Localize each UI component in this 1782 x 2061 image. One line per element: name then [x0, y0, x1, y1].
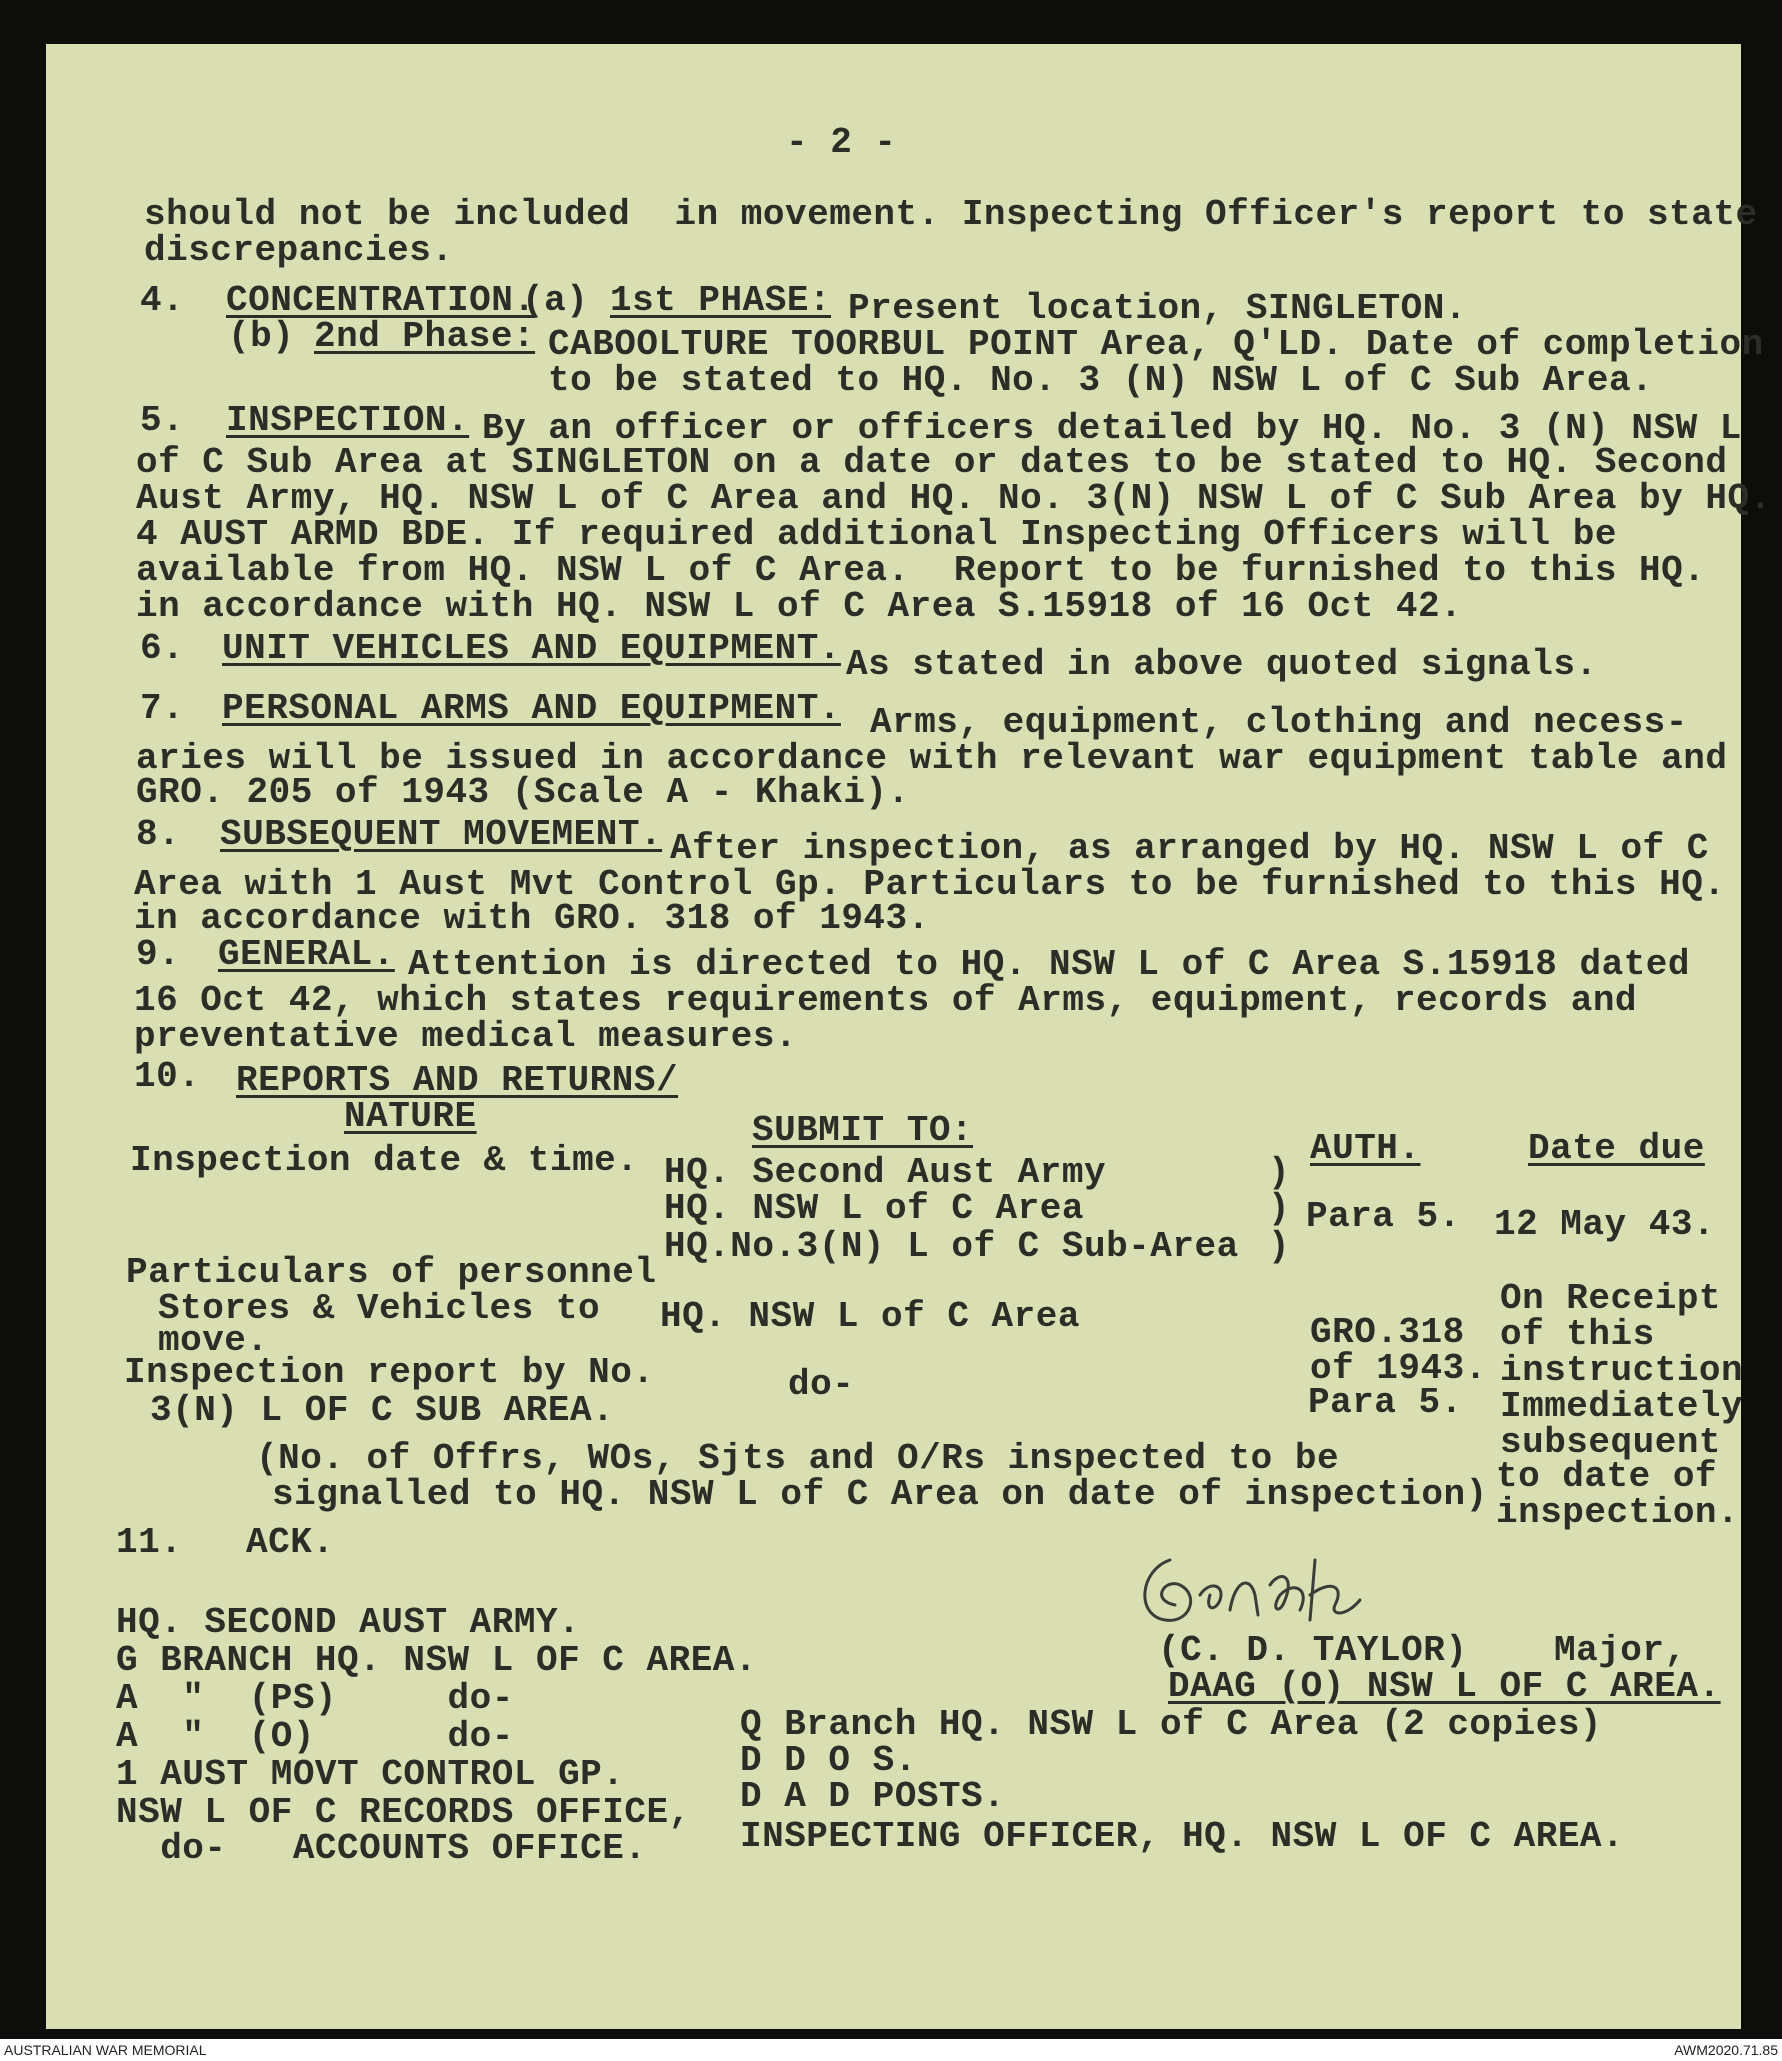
row1-submit: HQ. NSW L of C Area [664, 1188, 1084, 1229]
para-text-line: By an officer or officers detailed by HQ. No. 3 (N) NSW L [482, 408, 1742, 449]
para-number: 9. [136, 934, 181, 975]
para-number: 7. [140, 688, 185, 729]
para-text-line: Aust Army, HQ. NSW L of C Area and HQ. No. 3(N) NSW L of C Sub Area by HQ. [136, 478, 1772, 519]
para-heading: CONCENTRATION. [226, 280, 536, 321]
distribution-item: D D O S. [740, 1740, 917, 1781]
para-number: 4. [140, 280, 185, 321]
row2-date: On Receipt [1500, 1278, 1722, 1319]
col-header-nature: NATURE [344, 1096, 477, 1137]
para-heading: PERSONAL ARMS AND EQUIPMENT. [222, 688, 841, 729]
para-heading: INSPECTION. [226, 400, 470, 441]
row1-auth: Para 5. [1306, 1196, 1461, 1237]
para-heading: REPORTS AND RETURNS/ [236, 1060, 679, 1101]
para-heading: SUBSEQUENT MOVEMENT. [220, 814, 663, 855]
para-text-line: As stated in above quoted signals. [846, 644, 1598, 685]
row1-bracket: ) [1268, 1152, 1291, 1193]
col-header-date: Date due [1528, 1128, 1705, 1169]
row1-nature: Inspection date & time. [130, 1140, 639, 1181]
distribution-item: INSPECTING OFFICER, HQ. NSW L OF C AREA. [740, 1816, 1625, 1857]
phase1-heading: 1st PHASE: [610, 280, 832, 321]
footer-left: AUSTRALIAN WAR MEMORIAL [4, 2042, 207, 2058]
row1-bracket: ) [1268, 1226, 1291, 1267]
para-number: 11. [116, 1522, 183, 1563]
para-text-line: of C Sub Area at SINGLETON on a date or dates to be stated to HQ. Second [136, 442, 1728, 483]
distribution-item: G BRANCH HQ. NSW L OF C AREA. [116, 1640, 758, 1681]
distribution-item: Q Branch HQ. NSW L of C Area (2 copies) [740, 1704, 1603, 1745]
para-text-line: available from HQ. NSW L of C Area. Report to be furnished to this HQ. [136, 550, 1706, 591]
para4-a-label: (a) [522, 280, 589, 321]
row2-auth: of 1943. [1310, 1348, 1487, 1389]
row2-nature: Particulars of personnel [126, 1252, 657, 1293]
signatory-rank: Major, [1554, 1630, 1687, 1671]
phase2-heading: 2nd Phase: [314, 316, 536, 357]
para-text-line: ACK. [246, 1522, 335, 1563]
para-number: 6. [140, 628, 185, 669]
row3-date: Immediately [1500, 1386, 1744, 1427]
intro-line: discrepancies. [144, 230, 454, 271]
distribution-item: A " (O) do- [116, 1716, 514, 1757]
para-text-line: aries will be issued in accordance with relevant war equipment table and [136, 738, 1728, 779]
para-text-line: preventative medical measures. [134, 1016, 798, 1057]
row1-submit: HQ. Second Aust Army [664, 1152, 1107, 1193]
para-text-line: 4 AUST ARMD BDE. If required additional Inspecting Officers will be [136, 514, 1617, 555]
para-text-line: Area with 1 Aust Mvt Control Gp. Particulars to be furnished to this HQ. [134, 864, 1726, 905]
row3-submit: do- [788, 1364, 855, 1405]
row2-date: of this [1500, 1314, 1655, 1355]
archive-footer [0, 2039, 1782, 2061]
para-text-line: Attention is directed to HQ. NSW L of C Area S.15918 dated [408, 944, 1691, 985]
phase2-line: CABOOLTURE TOORBUL POINT Area, Q'LD. Date of completion [548, 324, 1764, 365]
page-number: - 2 - [786, 122, 897, 163]
phase1-text: Present location, SINGLETON. [848, 288, 1467, 329]
col-header-auth: AUTH. [1310, 1128, 1421, 1169]
phase2-line: to be stated to HQ. No. 3 (N) NSW L of C Sub Area. [548, 360, 1654, 401]
row2-submit: HQ. NSW L of C Area [660, 1296, 1080, 1337]
row3-note: signalled to HQ. NSW L of C Area on date of inspection) [272, 1474, 1488, 1515]
handwritten-signature [1130, 1540, 1390, 1640]
para-text-line: Arms, equipment, clothing and necess- [870, 702, 1688, 743]
para-text-line: in accordance with GRO. 318 of 1943. [134, 898, 930, 939]
row3-nature: Inspection report by No. [124, 1352, 655, 1393]
distribution-item: D A D POSTS. [740, 1776, 1006, 1817]
distribution-item: HQ. SECOND AUST ARMY. [116, 1602, 581, 1643]
signatory-title: DAAG (O) NSW L OF C AREA. [1168, 1666, 1721, 1707]
para-text-line: After inspection, as arranged by HQ. NSW L of C [670, 828, 1709, 869]
para-number: 10. [134, 1056, 201, 1097]
row1-submit: HQ.No.3(N) L of C Sub-Area [664, 1226, 1239, 1267]
para-number: 5. [140, 400, 185, 441]
row2-date: instruction [1500, 1350, 1744, 1391]
row2-nature: move. [158, 1320, 269, 1361]
footer-right: AWM2020.71.85 [1674, 2042, 1778, 2058]
para4-b-label: (b) [228, 316, 295, 357]
row3-auth: Para 5. [1308, 1382, 1463, 1423]
para-heading: UNIT VEHICLES AND EQUIPMENT. [222, 628, 841, 669]
distribution-item: 1 AUST MOVT CONTROL GP. [116, 1754, 625, 1795]
row3-note: (No. of Offrs, WOs, Sjts and O/Rs inspected to be [256, 1438, 1340, 1479]
row3-date: to date of [1496, 1456, 1718, 1497]
para-text-line: 16 Oct 42, which states requirements of Arms, equipment, records and [134, 980, 1638, 1021]
row3-nature: 3(N) L OF C SUB AREA. [150, 1390, 615, 1431]
distribution-item: A " (PS) do- [116, 1678, 514, 1719]
para-number: 8. [136, 814, 181, 855]
row2-auth: GRO.318 [1310, 1312, 1465, 1353]
row1-date: 12 May 43. [1494, 1204, 1716, 1245]
intro-line: should not be included in movement. Inspecting Officer's report to state [144, 194, 1758, 235]
distribution-item: do- ACCOUNTS OFFICE. [116, 1828, 647, 1869]
para-text-line: in accordance with HQ. NSW L of C Area S.15918 of 16 Oct 42. [136, 586, 1463, 627]
row3-date: inspection. [1496, 1492, 1740, 1533]
row3-date: subsequent [1500, 1422, 1722, 1463]
distribution-item: NSW L OF C RECORDS OFFICE, [116, 1792, 691, 1833]
para-heading: GENERAL. [218, 934, 395, 975]
para-text-line: GRO. 205 of 1943 (Scale A - Khaki). [136, 772, 910, 813]
row2-nature: Stores & Vehicles to [158, 1288, 601, 1329]
col-header-submit: SUBMIT TO: [752, 1110, 974, 1151]
signatory-name: (C. D. TAYLOR) [1158, 1630, 1468, 1671]
row1-bracket: ) [1268, 1188, 1291, 1229]
